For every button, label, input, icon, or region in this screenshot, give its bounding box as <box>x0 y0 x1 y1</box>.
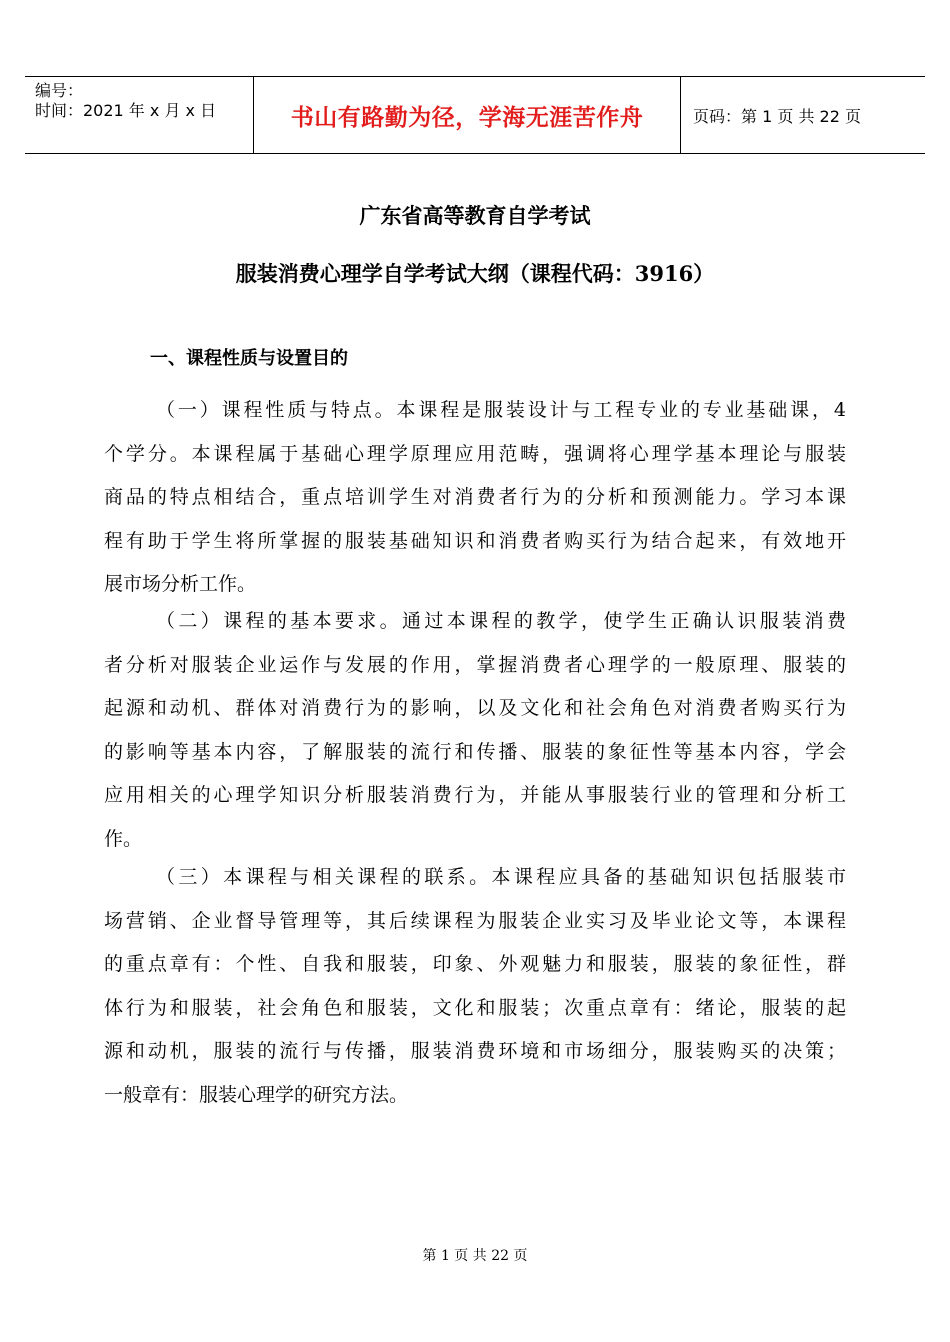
motto-text: 书山有路勤为径，学海无涯苦作舟 <box>290 104 644 131</box>
paragraph-line: 个学分。本课程属于基础心理学原理应用范畴，强调将心理学基本理论与服装 <box>104 442 846 465</box>
paragraph-line: 者分析对服装企业运作与发展的作用，掌握消费者心理学的一般原理、服装的 <box>104 653 846 676</box>
document-subtitle: 服装消费心理学自学考试大纲（课程代码：3916） <box>235 261 715 286</box>
section-heading: 一、课程性质与设置目的 <box>150 348 348 369</box>
paragraph-line: 作。 <box>104 827 143 850</box>
paragraph-line: 程有助于学生将所掌握的服装基础知识和消费者购买行为结合起来，有效地开 <box>104 529 846 552</box>
page-footer: 第 1 页 共 22 页 <box>422 1248 528 1264</box>
document-title: 广东省高等教育自学考试 <box>359 203 591 228</box>
header-meta <box>25 77 254 153</box>
paragraph-line: 展市场分析工作。 <box>104 573 257 595</box>
paragraph-line: 的重点章有：个性、自我和服装，印象、外观魅力和服装，服装的象征性，群 <box>104 953 846 975</box>
header-motto-cell <box>254 77 681 153</box>
paragraph-line: 商品的特点相结合，重点培训学生对消费者行为的分析和预测能力。学习本课 <box>104 486 846 508</box>
paragraph-related-courses <box>104 856 846 1117</box>
paragraph-line: （二）课程的基本要求。通过本课程的教学，使学生正确认识服装消费 <box>156 610 846 632</box>
paragraph-line: （一）课程性质与特点。本课程是服装设计与工程专业的专业基础课，4 <box>156 399 846 421</box>
paragraph-course-nature <box>104 389 846 607</box>
paragraph-line: 的影响等基本内容，了解服装的流行和传播、服装的象征性等基本内容，学会 <box>104 740 846 763</box>
time-label: 时间：2021 年 x 月 x 日 <box>35 101 217 120</box>
paragraph-line: 起源和动机、群体对消费行为的影响，以及文化和社会角色对消费者购买行为 <box>104 697 846 719</box>
paragraph-line: 一般章有：服装心理学的研究方法。 <box>104 1083 409 1106</box>
paragraph-line: 场营销、企业督导管理等，其后续课程为服装企业实习及毕业论文等，本课程 <box>104 909 846 932</box>
paragraph-line: 源和动机，服装的流行与传播，服装消费环境和市场细分，服装购买的决策； <box>104 1040 846 1062</box>
document-header <box>25 76 925 154</box>
paragraph-line: 应用相关的心理学知识分析服装消费行为，并能从事服装行业的管理和分析工 <box>104 784 846 806</box>
header-page-info <box>681 77 925 153</box>
number-label: 编号： <box>35 81 84 100</box>
paragraph-line: 体行为和服装，社会角色和服装，文化和服装；次重点章有：绪论，服装的起 <box>104 996 846 1019</box>
paragraph-basic-requirements <box>104 600 846 861</box>
page-info-text: 页码：第 1 页 共 22 页 <box>693 106 861 126</box>
paragraph-line: （三）本课程与相关课程的联系。本课程应具备的基础知识包括服装市 <box>156 866 846 888</box>
